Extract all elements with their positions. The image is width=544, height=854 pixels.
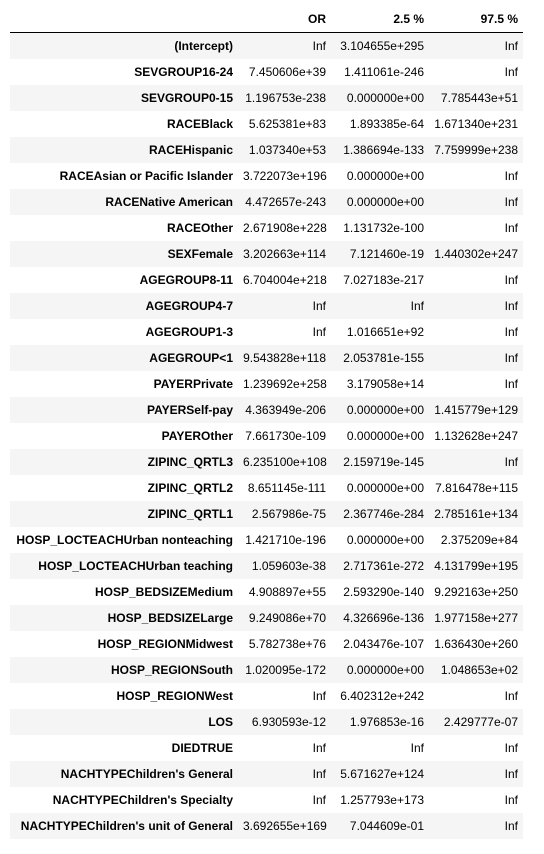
cell-ci-lower: 1.411061e-246 [344, 65, 424, 79]
row-label: LOS [208, 715, 233, 729]
row-label: (Intercept) [174, 39, 233, 53]
row-label: HOSP_REGIONMidwest [97, 637, 233, 651]
table-row [10, 267, 523, 293]
cell-ci-upper: 7.816478e+115 [435, 481, 518, 495]
table-row [10, 813, 523, 839]
table-header [10, 6, 523, 33]
cell-ci-lower: 2.717361e-272 [343, 559, 424, 573]
cell-or: 8.651145e-111 [247, 481, 326, 495]
cell-ci-lower: 3.179058e+14 [346, 377, 424, 391]
cell-ci-upper: Inf [504, 741, 518, 755]
cell-ci-upper: Inf [504, 65, 518, 79]
cell-ci-upper: 7.759999e+238 [434, 143, 518, 157]
cell-ci-upper: 9.292163e+250 [434, 585, 518, 599]
cell-ci-lower: 1.893385e-64 [349, 117, 424, 131]
cell-ci-lower: Inf [410, 299, 424, 313]
cell-ci-lower: 0.000000e+00 [346, 481, 424, 495]
cell-ci-lower: 1.257793e+173 [340, 793, 424, 807]
cell-ci-lower: 0.000000e+00 [346, 169, 424, 183]
cell-or: 3.202663e+114 [243, 247, 326, 261]
cell-ci-upper: Inf [504, 325, 518, 339]
cell-or: 1.421710e-196 [245, 533, 326, 547]
index-header [10, 6, 238, 33]
row-label: SEVGROUP16-24 [134, 65, 233, 79]
cell-ci-upper: Inf [504, 455, 518, 469]
cell-ci-upper: Inf [504, 689, 518, 703]
row-label: ZIPINC_QRTL1 [147, 507, 233, 521]
header-row [10, 6, 523, 33]
row-label: PAYERPrivate [153, 377, 233, 391]
cell-or: 5.782738e+76 [248, 637, 326, 651]
cell-or: Inf [312, 689, 326, 703]
column-header-ci-upper: 97.5 % [429, 6, 523, 33]
table-row [10, 423, 523, 449]
cell-ci-upper: 2.375209e+84 [440, 533, 518, 547]
cell-ci-lower: 5.671627e+124 [340, 767, 424, 781]
cell-ci-upper: 1.132628e+247 [434, 429, 518, 443]
cell-ci-upper: Inf [504, 819, 518, 833]
row-label: PAYEROther [161, 429, 233, 443]
cell-ci-lower: 2.593290e-140 [343, 585, 424, 599]
row-label: HOSP_REGIONWest [116, 689, 233, 703]
cell-ci-lower: 0.000000e+00 [346, 663, 424, 677]
cell-or: 4.908897e+55 [248, 585, 326, 599]
cell-or: 9.249086e+70 [248, 611, 326, 625]
cell-ci-upper: Inf [504, 273, 518, 287]
cell-or: 4.363949e-206 [245, 403, 326, 417]
table-row [10, 319, 523, 345]
odds-ratio-table [10, 6, 523, 839]
table-row [10, 761, 523, 787]
table-row [10, 449, 523, 475]
cell-ci-lower: 2.367746e-284 [343, 507, 424, 521]
table-row [10, 59, 523, 85]
table-row [10, 163, 523, 189]
cell-ci-lower: 7.044609e-01 [349, 819, 424, 833]
cell-ci-upper: 1.636430e+260 [434, 637, 518, 651]
row-label: DIEDTRUE [171, 741, 233, 755]
cell-or: 7.450606e+39 [248, 65, 326, 79]
row-label: HOSP_LOCTEACHUrban nonteaching [16, 533, 233, 547]
cell-ci-lower: 3.104655e+295 [340, 39, 424, 53]
row-label: HOSP_LOCTEACHUrban teaching [38, 559, 233, 573]
table-row [10, 657, 523, 683]
cell-ci-lower: 4.326696e-136 [343, 611, 424, 625]
cell-or: 1.059603e-38 [251, 559, 326, 573]
table-row [10, 85, 523, 111]
cell-ci-lower: 0.000000e+00 [346, 533, 424, 547]
cell-or: 3.722073e+196 [243, 169, 327, 183]
cell-or: 7.661730e-109 [245, 429, 326, 443]
cell-or: Inf [312, 325, 326, 339]
cell-ci-lower: 2.053781e-155 [343, 351, 424, 365]
cell-ci-upper: 2.785161e+134 [434, 507, 518, 521]
cell-ci-upper: 1.415779e+129 [434, 403, 518, 417]
table-row [10, 241, 523, 267]
row-label: HOSP_REGIONSouth [110, 663, 233, 677]
cell-or: 6.704004e+218 [243, 273, 327, 287]
table-row [10, 553, 523, 579]
table-row [10, 189, 523, 215]
row-label: NACHTYPEChildren's General [60, 767, 233, 781]
row-label: PAYERSelf-pay [146, 403, 233, 417]
table-row [10, 527, 523, 553]
cell-ci-lower: 1.386694e-133 [343, 143, 424, 157]
cell-ci-lower: 1.131732e-100 [343, 221, 424, 235]
cell-ci-upper: Inf [504, 767, 518, 781]
cell-ci-upper: Inf [504, 221, 518, 235]
table-row [10, 605, 523, 631]
table-row [10, 475, 523, 501]
cell-or: 5.625381e+83 [248, 117, 326, 131]
cell-ci-lower: Inf [410, 741, 424, 755]
row-label: ZIPINC_QRTL3 [147, 455, 233, 469]
table-row [10, 631, 523, 657]
cell-or: Inf [312, 741, 326, 755]
cell-or: 9.543828e+118 [243, 351, 326, 365]
cell-or: Inf [312, 767, 326, 781]
cell-or: Inf [312, 793, 326, 807]
cell-or: 2.567986e-75 [251, 507, 326, 521]
cell-ci-upper: Inf [504, 169, 518, 183]
table-row [10, 501, 523, 527]
cell-ci-upper: 4.131799e+195 [434, 559, 518, 573]
row-label: SEVGROUP0-15 [140, 91, 233, 105]
cell-or: Inf [312, 39, 326, 53]
cell-or: 6.235100e+108 [243, 455, 327, 469]
row-label: HOSP_BEDSIZEMedium [94, 585, 233, 599]
row-label: NACHTYPEChildren's unit of General [20, 819, 233, 833]
row-label: RACENative American [105, 195, 233, 209]
table-row [10, 735, 523, 761]
table-row [10, 371, 523, 397]
row-label: RACEHispanic [148, 143, 233, 157]
cell-ci-upper: Inf [504, 351, 518, 365]
table-row [10, 293, 523, 319]
row-label: RACEAsian or Pacific Islander [59, 169, 233, 183]
row-label: AGEGROUP1-3 [145, 325, 233, 339]
cell-or: 6.930593e-12 [251, 715, 326, 729]
cell-or: Inf [312, 299, 326, 313]
row-label: ZIPINC_QRTL2 [147, 481, 233, 495]
table-row [10, 787, 523, 813]
cell-ci-lower: 2.159719e-145 [343, 455, 424, 469]
cell-ci-lower: 7.121460e-19 [349, 247, 424, 261]
cell-or: 1.239692e+258 [243, 377, 327, 391]
cell-or: 1.020095e-172 [245, 663, 326, 677]
table-row [10, 709, 523, 735]
cell-or: 1.037340e+53 [248, 143, 326, 157]
dataframe-output [10, 6, 523, 839]
cell-or: 4.472657e-243 [245, 195, 326, 209]
row-label: AGEGROUP<1 [149, 351, 233, 365]
row-label: RACEBlack [166, 117, 233, 131]
table-row [10, 215, 523, 241]
cell-ci-upper: 1.440302e+247 [434, 247, 518, 261]
row-label: AGEGROUP8-11 [139, 273, 233, 287]
table-row [10, 137, 523, 163]
table-row [10, 345, 523, 371]
row-label: NACHTYPEChildren's Specialty [52, 793, 233, 807]
cell-or: 1.196753e-238 [245, 91, 326, 105]
column-header-or: OR [238, 6, 331, 33]
cell-ci-upper: 1.977158e+277 [434, 611, 518, 625]
cell-or: 2.671908e+228 [243, 221, 327, 235]
table-row [10, 397, 523, 423]
cell-ci-lower: 0.000000e+00 [346, 403, 424, 417]
cell-ci-lower: 2.043476e-107 [343, 637, 424, 651]
row-label: SEXFemale [167, 247, 233, 261]
cell-ci-lower: 7.027183e-217 [343, 273, 424, 287]
cell-ci-upper: 2.429777e-07 [443, 715, 518, 729]
cell-ci-upper: Inf [504, 195, 518, 209]
cell-ci-lower: 0.000000e+00 [346, 195, 424, 209]
table-row [10, 33, 523, 60]
cell-ci-upper: Inf [504, 299, 518, 313]
row-label: HOSP_BEDSIZELarge [107, 611, 233, 625]
cell-ci-upper: 7.785443e+51 [440, 91, 518, 105]
cell-ci-upper: Inf [504, 39, 518, 53]
cell-ci-lower: 1.016651e+92 [346, 325, 424, 339]
row-label: RACEOther [166, 221, 233, 235]
cell-ci-upper: Inf [504, 793, 518, 807]
row-label: AGEGROUP4-7 [145, 299, 233, 313]
table-body [10, 33, 523, 840]
table-row [10, 111, 523, 137]
cell-ci-lower: 0.000000e+00 [346, 91, 424, 105]
cell-ci-lower: 1.976853e-16 [349, 715, 424, 729]
cell-or: 3.692655e+169 [243, 819, 327, 833]
cell-ci-lower: 6.402312e+242 [340, 689, 424, 703]
table-row [10, 579, 523, 605]
cell-ci-upper: Inf [504, 377, 518, 391]
cell-ci-upper: 1.048653e+02 [440, 663, 518, 677]
cell-ci-upper: 1.671340e+231 [434, 117, 518, 131]
cell-ci-lower: 0.000000e+00 [346, 429, 424, 443]
column-header-ci-lower: 2.5 % [331, 6, 429, 33]
table-row [10, 683, 523, 709]
